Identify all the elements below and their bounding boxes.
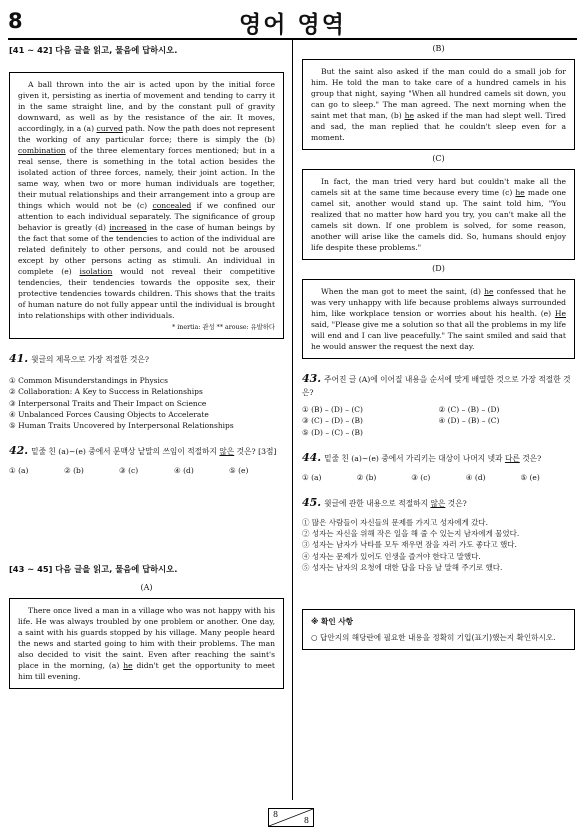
passage-label-c: (C) (432, 154, 445, 163)
passage-label-d: (D) (432, 264, 445, 273)
section-41-42-head: [41 ~ 42] 다음 글을 읽고, 물음에 답하시오. (9, 45, 178, 55)
underlined-he-d: he (484, 287, 494, 296)
question-45-emphasis: 않은 (430, 499, 446, 509)
question-43 (302, 371, 575, 398)
option-44-1[interactable]: ① (a) (302, 472, 322, 482)
option-45-1[interactable]: ① 많은 사람들이 자신들의 문제를 가지고 성자에게 갔다. (302, 517, 488, 527)
passage-c (302, 169, 575, 260)
option-44-2[interactable]: ② (b) (356, 472, 377, 482)
option-44-4[interactable]: ④ (d) (465, 472, 486, 482)
underlined-word-d: increased (109, 223, 147, 232)
underlined-word-a: curved (96, 124, 123, 133)
page-number: 8 (8, 9, 23, 33)
question-43-options (302, 404, 575, 438)
option-43-3[interactable]: ③ (C) – (D) – (B) (302, 416, 363, 426)
page-header (0, 0, 585, 44)
column-divider (292, 40, 293, 800)
confirmation-box (302, 609, 575, 650)
underlined-word-b: combination (18, 146, 66, 155)
option-42-2[interactable]: ② (b) (64, 466, 84, 476)
option-45-4[interactable]: ④ 성자는 문제가 있어도 인생을 즐겨야 한다고 말했다. (302, 551, 481, 561)
option-41-3[interactable]: ③ Interpersonal Traits and Their Impact on Science (9, 398, 207, 408)
option-42-4[interactable]: ④ (d) (174, 466, 194, 476)
passage-b (302, 59, 575, 150)
passage-label-a: (A) (140, 582, 153, 592)
option-45-3[interactable]: ③ 성자는 남자가 낙타를 모두 재우면 잠을 자러 가도 좋다고 했다. (302, 540, 517, 550)
option-43-5[interactable]: ⑤ (D) – (C) – (B) (302, 427, 363, 437)
page-title: 영어 영역 (239, 12, 346, 38)
option-41-1[interactable]: ① Common Misunderstandings in Physics (9, 376, 168, 386)
confirmation-title: ※ 확인 사항 (311, 617, 354, 627)
option-45-5[interactable]: ⑤ 성자는 남자의 요청에 대한 답을 다음 날 말해 주기로 했다. (302, 562, 503, 572)
option-43-1[interactable]: ① (B) – (D) – (C) (302, 405, 363, 415)
confirmation-text: ○ 답안지의 해당란에 필요한 내용을 정확히 기입(표기)했는지 확인하시오. (311, 632, 556, 642)
question-43-text: 주어진 글 (A)에 이어질 내용을 순서에 맞게 배열한 것으로 가장 적절한 것은? (302, 375, 571, 397)
question-43-number: 43. (302, 372, 322, 385)
passage-d (302, 279, 575, 359)
option-41-2[interactable]: ② Collaboration: A Key to Success in Relationships (9, 387, 203, 397)
question-44: 44. 밑줄 친 (a)~(e) 중에서 가리키는 대상이 나머지 넷과 다른 것은? (302, 450, 542, 464)
option-45-2[interactable]: ② 성자는 자신을 위해 작은 일을 해 줄 수 있는지 남자에게 물었다. (302, 529, 520, 539)
page-counter (268, 808, 314, 827)
page-counter-current: 8 (273, 810, 279, 819)
passage-b-text: But the saint also asked if the man could do a small job for him. He told the man to take care of a hundred camels in his group that night, saying "When all hundred camels sit down, you can go to sleep." The man agreed. The next morning when the saint met that man, (b) he asked if the man had slept well. Tired and sad, the man replied that he couldn't sleep even for a moment. (311, 67, 566, 142)
passage-41-42-text: A ball thrown into the air is acted upon by the initial force given it, persisting as inertia of movement and tending to carry it in the same straight line, and by the constant pull of gravity downward, as well as by the resistance of the air. It moves, accordingly, in a (a) curved path. Now the path does not represent the working of any particular force; there is simply the (b) combination of the three elementary forces mentioned; but in a real sense, there is something in the total action besides the isolated action of three forces, namely, their joint action. In the same way, when two or more human individuals are together, their mutual relationships and their arrangement into a group are things which would not be (c) concealed if we confined our attention to each individual separately. The significance of group behavior is greatly (d) increased in the case of human beings by the fact that some of the tendencies to action of the individual are related definitely to other persons, and could not be aroused except by other persons acting as stimuli. An individual in complete (e) isolation would not reveal their competitive tendencies, their tendencies towards the opposite sex, their protective tendencies towards children. This shows that the traits of human nature do not fully appear until the individual is brought into relationships with other individuals. (18, 80, 275, 320)
page-counter-total: 8 (303, 816, 309, 825)
section-43-45-head: [43 ~ 45] 다음 글을 읽고, 물음에 답하시오. (9, 563, 178, 574)
underlined-he-b: he (404, 111, 414, 120)
option-42-1[interactable]: ① (a) (9, 466, 29, 476)
right-column (302, 44, 575, 650)
underlined-word-c: concealed (152, 201, 192, 210)
underlined-word-e: isolation (79, 267, 113, 276)
question-45: 45. 윗글에 관한 내용으로 적절하지 않은 것은? (302, 496, 467, 510)
option-43-2[interactable]: ② (C) – (B) – (D) (438, 405, 500, 415)
option-43-4[interactable]: ④ (D) – (B) – (C) (438, 416, 500, 426)
question-41-text: 윗글의 제목으로 가장 적절한 것은? (31, 355, 150, 365)
question-42-number: 42. (9, 444, 29, 458)
question-45-options (302, 517, 575, 573)
passage-41-42 (9, 72, 284, 339)
question-44-emphasis: 다른 (504, 453, 520, 463)
option-42-3[interactable]: ③ (c) (119, 466, 139, 476)
underlined-he-a: he (123, 660, 133, 670)
option-44-5[interactable]: ⑤ (e) (520, 472, 540, 482)
underlined-he-c: he (515, 188, 525, 197)
passage-a (9, 598, 284, 689)
option-41-4[interactable]: ④ Unbalanced Forces Causing Objects to Accelerate (9, 409, 209, 419)
question-44-number: 44. (302, 450, 322, 464)
question-41-options (9, 375, 284, 431)
passage-label-b: (B) (432, 44, 445, 53)
question-41-number: 41. (9, 352, 29, 366)
passage-d-text: When the man got to meet the saint, (d) he confessed that he was very unhappy with life because problems always surrounded him, like workplace tension or worries about his health. (e) He said, "Please give me a solution so that all the problems in my life will end and I can live peacefully." The saint smiled and said that he would answer the request the next day. (311, 287, 566, 351)
passage-a-text: There once lived a man in a village who was not happy with his life. He was always troubled by one problem or another. One day, a saint with his guards stopped by his village. Many people heard the news and started going to him with their problems. The man also decided to visit the saint. Even after reaching the saint's place in the morning, (a) he didn't get the opportunity to meet him till evening. (18, 605, 275, 681)
option-41-5[interactable]: ⑤ Human Traits Uncovered by Interpersonal Relationships (9, 421, 234, 431)
left-column (9, 44, 284, 689)
question-44-options (302, 472, 575, 483)
question-41 (9, 351, 284, 367)
question-45-number: 45. (302, 496, 322, 510)
passage-c-text: In fact, the man tried very hard but couldn't make all the camels sit at the same time because every time (c) he made one camel sit, another would stand up. The saint told him, "You realized that no matter how hard you try, you can't make all the camels sit down. If one problem is solved, for some reason, another will arise like the camels did. So, humans should enjoy life despite these problems." (311, 177, 567, 252)
question-42-emphasis: 않은 (219, 447, 235, 457)
underlined-he-e: He (554, 309, 566, 318)
passage-footnote: * inertia: 관성 ** arouse: 유발하다 (172, 324, 275, 331)
question-42: 42. 밑줄 친 (a)~(e) 중에서 문맥상 낱말의 쓰임이 적절하지 않은 것은? [3점] (9, 444, 277, 458)
question-42-options (9, 465, 284, 476)
option-44-3[interactable]: ③ (c) (411, 472, 431, 482)
option-42-5[interactable]: ⑤ (e) (229, 466, 249, 476)
